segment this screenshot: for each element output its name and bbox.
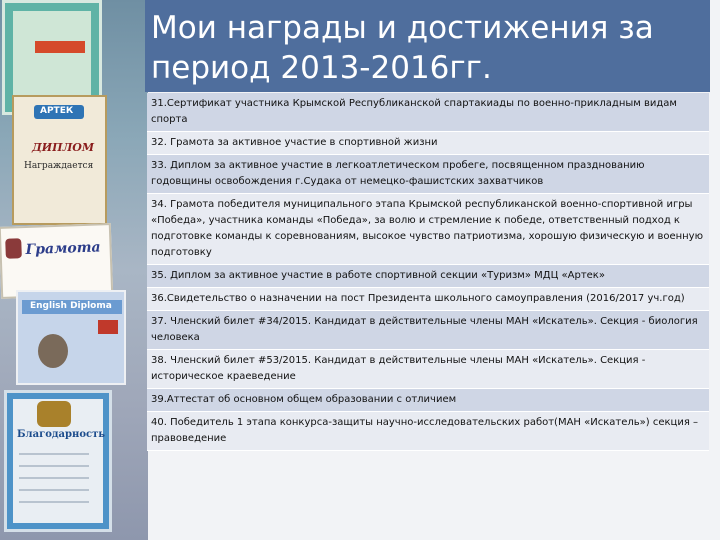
table-row (147, 311, 709, 350)
table-row (147, 350, 709, 389)
achievement-item: 37. Членский билет #34/2015. Кандидат в действительные члены МАН «Искатель». Секция - биология человека (147, 311, 709, 350)
artek-logo-text: АРТЕК (40, 106, 74, 116)
achievement-item: 33. Диплом за активное участие в легкоатлетическом пробеге, посвященном празднованию годовщины освобождения г.Судака от немецко-фашистских захватчиков (147, 155, 709, 194)
table-row (147, 389, 709, 412)
coat-of-arms-icon (5, 238, 22, 259)
achievement-item: 32. Грамота за активное участие в спортивной жизни (147, 132, 709, 155)
certificate-photo-english-diploma (16, 290, 126, 385)
table-row (147, 132, 709, 155)
crest-icon (37, 401, 71, 427)
english-diploma-title: English Diploma (30, 301, 112, 311)
table-row (147, 265, 709, 288)
achievement-item: 34. Грамота победителя муниципального этапа Крымской республиканской военно-спортивной игры «Победа», участника команды «Победа», за волю и стремление к победе, ответственный подход к подготовке команды к соревнованиям, высокое чувство патриотизма, хорошую физическую и военную подготовку (147, 194, 709, 265)
gramota-title: Грамота (25, 239, 101, 259)
table-row (147, 194, 709, 265)
table-row (147, 288, 709, 311)
certificate-photo-gramota (0, 223, 113, 299)
achievement-item: 36.Свидетельство о назначении на пост Президента школьного самоуправления (2016/2017 уч.год) (147, 288, 709, 311)
page-title: Мои награды и достижения за период 2013-2016гг. (151, 10, 654, 86)
diploma-subtitle: Награждается (24, 161, 94, 171)
diploma-title: ДИПЛОМ (32, 141, 95, 154)
achievement-item: 40. Победитель 1 этапа конкурса-защиты научно-исследовательских работ(МАН «Искатель») секция – правоведение (147, 412, 709, 451)
certificates-photo-collage (0, 0, 148, 540)
certificate-photo-diploma (12, 95, 107, 225)
blagodarnost-title: Благодарность (17, 429, 106, 440)
achievement-item: 39.Аттестат об основном общем образовании с отличием (147, 389, 709, 412)
flag-icon (98, 320, 118, 334)
achievements-table (147, 93, 709, 451)
table-row (147, 93, 709, 132)
portrait-icon (38, 334, 68, 368)
achievement-item: 31.Сертификат участника Крымской Республиканской спартакиады по военно-прикладным видам спорта (147, 93, 709, 132)
slide-header (145, 0, 710, 92)
achievement-item: 38. Членский билет #53/2015. Кандидат в действительные члены МАН «Искатель». Секция - историческое краеведение (147, 350, 709, 389)
table-row (147, 412, 709, 451)
certificate-photo-blagodarnost (4, 390, 112, 532)
achievement-item: 35. Диплом за активное участие в работе спортивной секции «Туризм» МДЦ «Артек» (147, 265, 709, 288)
table-row (147, 155, 709, 194)
